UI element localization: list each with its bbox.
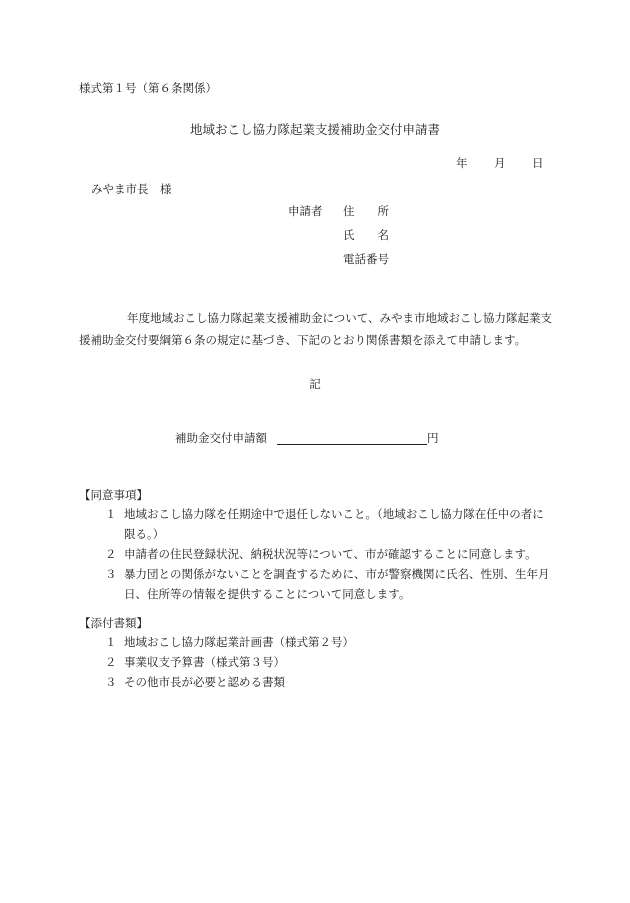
ki-heading: 記 <box>309 377 321 391</box>
attachment-item <box>79 632 554 652</box>
attachment-item-number: ３ <box>105 675 117 689</box>
date-month-label: 月 <box>494 156 506 170</box>
applicant-block <box>288 205 389 277</box>
consent-item-number: ２ <box>105 547 117 561</box>
attachment-item <box>79 672 554 692</box>
consent-item <box>79 564 554 604</box>
consent-item-text: 暴力団との関係がないことを調査するために、市が警察機関に氏名、性別、生年月日、住所等の情報を提供することについて同意します。 <box>124 567 550 601</box>
consent-list <box>79 504 554 604</box>
amount-unit: 円 <box>427 431 439 445</box>
consent-item <box>79 504 554 544</box>
consent-heading: 【同意事項】 <box>79 488 148 502</box>
attachment-item-text: 地域おこし協力隊起業計画書（様式第２号） <box>124 635 354 649</box>
name-label: 氏 名 <box>343 228 389 242</box>
amount-blank-line <box>277 431 427 445</box>
date-year-label: 年 <box>456 156 468 170</box>
date-line <box>456 155 544 171</box>
attachments-heading: 【添付書類】 <box>79 616 148 630</box>
applicant-label: 申請者 <box>288 204 323 218</box>
addressee: みやま市長 様 <box>91 182 172 196</box>
attachment-item-number: ２ <box>105 655 117 669</box>
attachment-item-text: 事業収支予算書（様式第３号） <box>124 655 285 669</box>
attachments-list <box>79 632 554 692</box>
form-number: 様式第１号（第６条関係） <box>79 81 217 95</box>
document-title: 地域おこし協力隊起業支援補助金交付申請書 <box>189 122 440 137</box>
consent-item-number: ３ <box>105 567 117 581</box>
phone-label: 電話番号 <box>343 252 389 266</box>
attachment-item <box>79 652 554 672</box>
body-text: 年度地域おこし協力隊起業支援補助金について、みやま市地域おこし協力隊起業支援補助金交付要綱第６条の規定に基づき、下記のとおり関係書類を添えて申請します。 <box>79 311 553 347</box>
consent-item <box>79 544 554 564</box>
application-body <box>79 307 554 351</box>
amount-label: 補助金交付申請額 <box>175 431 267 445</box>
consent-item-text: 申請者の住民登録状況、納税状況等について、市が確認することに同意します。 <box>124 547 537 561</box>
date-day-label: 日 <box>532 156 544 170</box>
consent-item-number: １ <box>105 507 117 521</box>
attachment-item-text: その他市長が必要と認める書類 <box>124 675 285 689</box>
address-label: 住 所 <box>343 204 389 218</box>
consent-item-text: 地域おこし協力隊を任期途中で退任しないこと。（地域おこし協力隊在任中の者に限る。） <box>124 507 544 541</box>
amount-row <box>175 430 439 446</box>
attachment-item-number: １ <box>105 635 117 649</box>
